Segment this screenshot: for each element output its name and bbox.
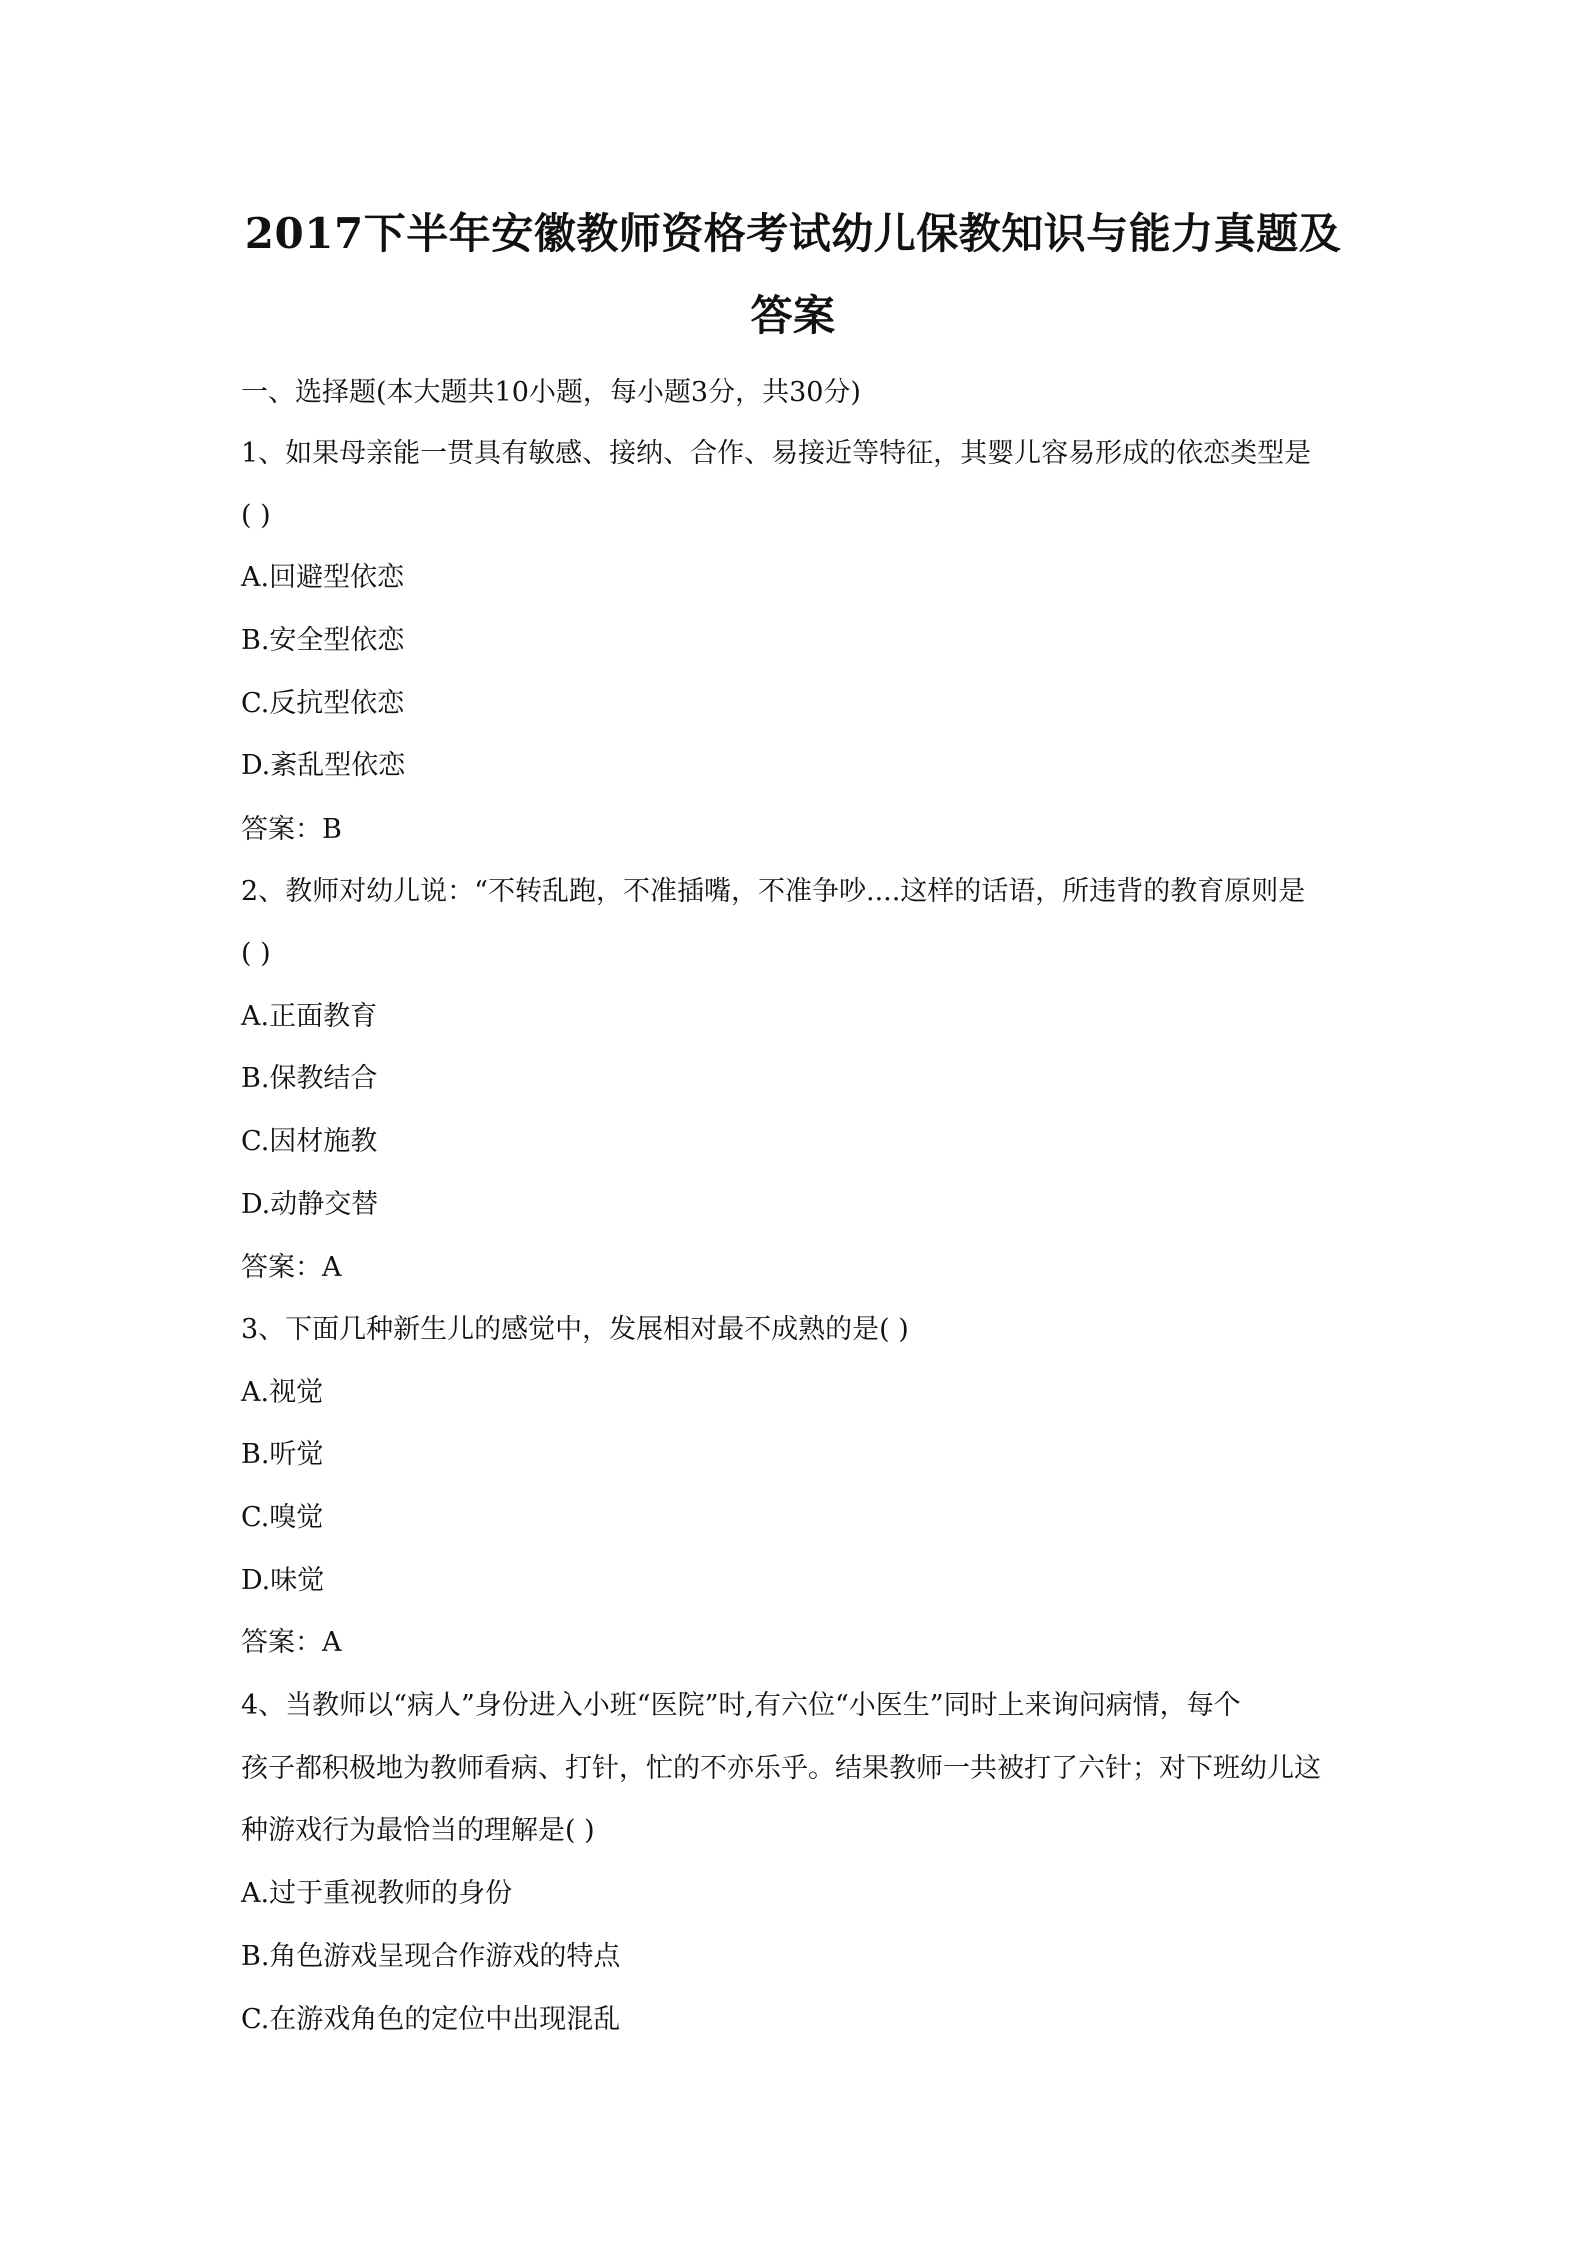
question-1-stem-line-1: 1、如果母亲能一贯具有敏感、接纳、合作、易接近等特征，其婴儿容易形成的依恋类型是	[241, 438, 1312, 469]
question-4-option-b: B.角色游戏呈现合作游戏的特点	[241, 1941, 621, 1972]
question-4-stem-line-1: 4、当教师以“病人”身份进入小班“医院”时,有六位“小医生”同时上来询问病情，每个	[241, 1690, 1241, 1721]
question-4-stem-line-2: 孩子都积极地为教师看病、打针，忙的不亦乐乎。结果教师一共被打了六针；对下班幼儿这	[241, 1753, 1321, 1784]
question-2-answer: 答案：A	[241, 1252, 342, 1283]
question-2-option-b: B.保教结合	[241, 1063, 378, 1094]
section-heading: 一、选择题(本大题共10小题，每小题3分，共30分)	[241, 377, 861, 408]
question-2-stem-line-2: ( )	[241, 938, 271, 969]
question-2-stem-line-1: 2、教师对幼儿说：“不转乱跑，不准插嘴，不准争吵....这样的话语，所违背的教育原则是	[241, 876, 1306, 907]
document-title-line-2: 答案	[750, 291, 836, 340]
question-1-stem-line-2: ( )	[241, 500, 271, 531]
question-3-option-c: C.嗅觉	[241, 1502, 324, 1533]
question-3-option-d: D.味觉	[241, 1565, 325, 1596]
question-3-option-b: B.听觉	[241, 1439, 324, 1470]
question-1-option-b: B.安全型依恋	[241, 625, 405, 656]
question-4-stem-line-3: 种游戏行为最恰当的理解是( )	[241, 1815, 595, 1846]
question-1-option-a: A.回避型依恋	[241, 562, 405, 593]
question-4-option-c: C.在游戏角色的定位中出现混乱	[241, 2004, 621, 2035]
question-2-option-c: C.因材施教	[241, 1126, 378, 1157]
question-3-answer: 答案：A	[241, 1627, 342, 1658]
question-1-option-d: D.紊乱型依恋	[241, 750, 406, 781]
document-title-line-1: 2017下半年安徽教师资格考试幼儿保教知识与能力真题及	[244, 209, 1342, 258]
question-1-option-c: C.反抗型依恋	[241, 688, 405, 719]
question-3-stem-line-1: 3、下面几种新生儿的感觉中，发展相对最不成熟的是( )	[241, 1314, 909, 1345]
question-2-option-a: A.正面教育	[241, 1001, 378, 1032]
question-1-answer: 答案：B	[241, 814, 342, 845]
question-4-option-a: A.过于重视教师的身份	[241, 1878, 513, 1909]
question-3-option-a: A.视觉	[241, 1377, 324, 1408]
question-2-option-d: D.动静交替	[241, 1189, 379, 1220]
